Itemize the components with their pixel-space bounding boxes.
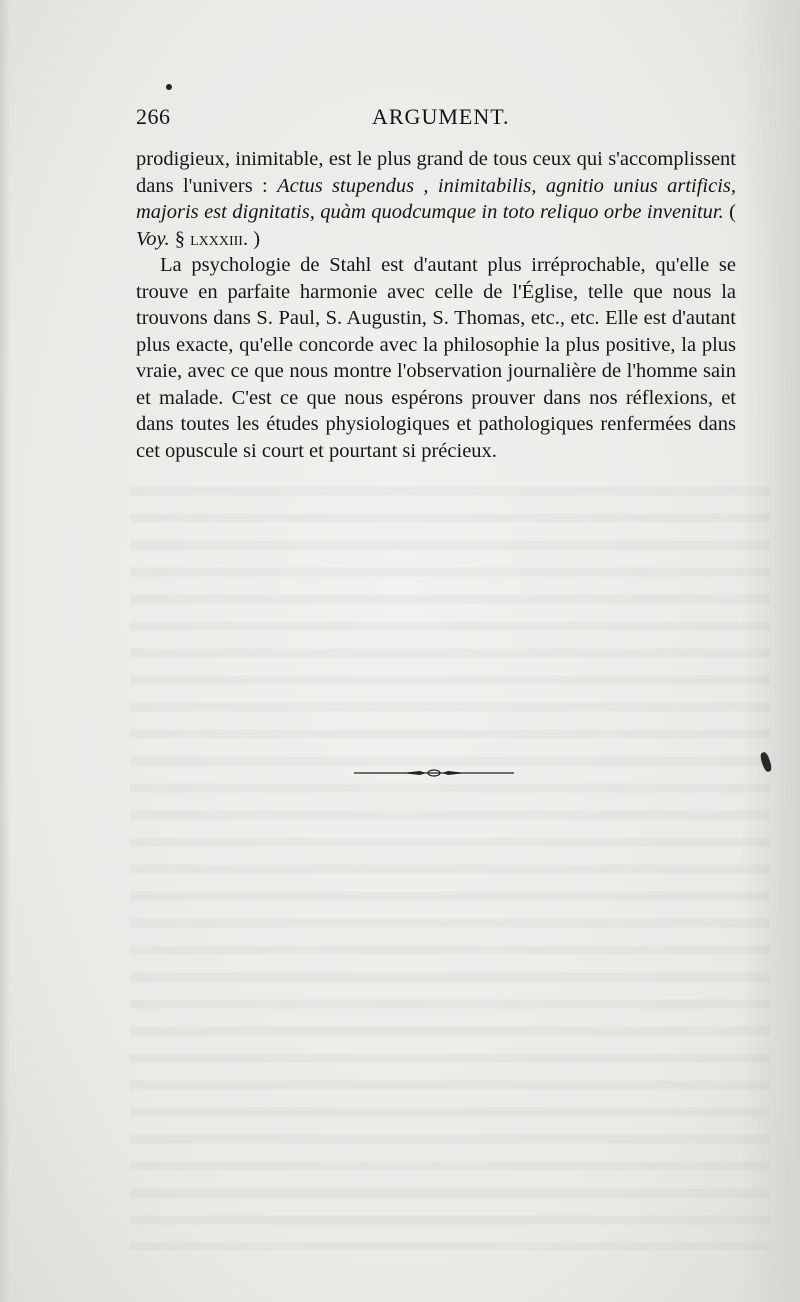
paragraph-1 (136, 146, 736, 252)
text-segment: . ) (242, 227, 261, 250)
page-header (136, 104, 736, 134)
text-segment-italic: Voy. (136, 227, 170, 250)
text-segment: ( (723, 201, 737, 223)
show-through-texture (130, 470, 770, 1250)
body-text (136, 146, 736, 464)
paragraph-2 (136, 252, 736, 464)
page-left-shadow (0, 0, 10, 1302)
section-reference: lxxxiii (190, 227, 243, 250)
running-head: ARGUMENT. (372, 104, 510, 129)
text-segment: prodigieux, inimitable, est le plus grand de tous ceux qui s'accomplissent dans l'univers : (136, 148, 736, 197)
text-segment: La psychologie de Stahl est d'autant plus irréprochable, qu'elle se trouve en parfaite harmonie avec celle de l'Église, telle que nous la trouvons dans S. Paul, S. Augustin, S. Thomas, etc., etc. Elle est d'autant plus exacte, qu'elle concorde avec la philosophie la plus positive, la plus vraie, avec ce que nous montre l'observation journalière de l'homme sain et malade. C'est ce que nous espérons prouver dans nos réflexions, et dans toutes les études physiologiques et pathologiques renfermées dans cet opuscule si court et pourtant si précieux. (136, 254, 736, 462)
ink-dot (166, 84, 172, 90)
page-number: 266 (136, 104, 171, 129)
ornamental-rule (354, 768, 514, 778)
text-segment: § (169, 227, 191, 250)
latin-quotation: Actus stupendus , inimitabilis, agnitio unius artificis, majoris est dignitatis, quàm quodcumque in toto reliquo orbe invenitur. (136, 174, 736, 223)
